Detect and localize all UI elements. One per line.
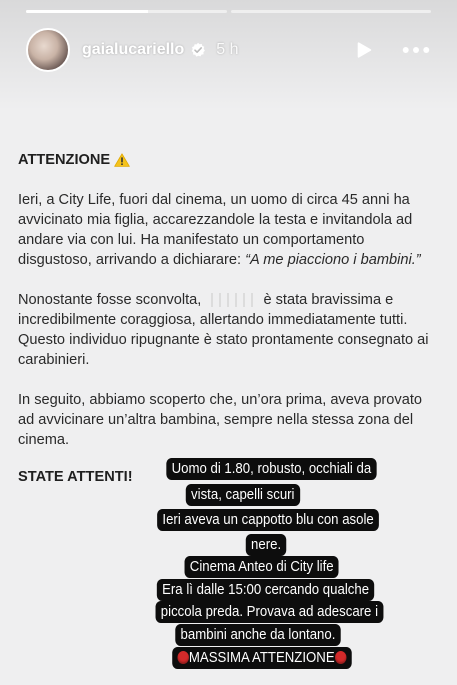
sticker-line: Ieri aveva un cappotto blu con asole — [157, 509, 379, 531]
story-header — [26, 28, 431, 72]
play-icon — [355, 41, 373, 59]
paragraph-2-end: è stata bravissima e incredibilmente coraggiosa, allertando immediatamente tutti. Questo individuo ripugnante è stato prontamente consegnato ai carabinieri. — [18, 292, 429, 368]
story-progress — [26, 10, 431, 13]
progress-segment — [26, 10, 227, 13]
sticker-line: Era lì dalle 15:00 cercando qualche — [157, 579, 375, 601]
verified-badge-icon — [190, 42, 206, 58]
progress-segment — [231, 10, 432, 13]
state-attenti-text: STATE ATTENTI! — [18, 469, 133, 485]
paragraph-1-quote: “A me piacciono i bambini.” — [245, 252, 421, 268]
red-circle-icon — [335, 651, 346, 664]
paragraph-2 — [18, 290, 438, 370]
post-time: 5 h — [216, 41, 239, 58]
play-button[interactable] — [353, 39, 375, 61]
sticker-line: Cinema Anteo di City life — [185, 556, 339, 578]
username[interactable]: gaialucariello — [82, 41, 185, 58]
progress-fill — [26, 10, 148, 13]
post-heading — [18, 150, 438, 170]
sticker-line: Uomo di 1.80, robusto, occhiali da — [166, 458, 376, 480]
heading-text: ATTENZIONE — [18, 152, 111, 168]
paragraph-1-text: Ieri, a City Life, fuori dal cinema, un uomo di circa 45 anni ha avvicinato mia figlia, accarezzandole la testa e invitandola ad andare via con lui. Ha manifestato un comportamento disgustoso, arrivando a dichiarare: — [18, 192, 413, 268]
redacted-name — [205, 293, 259, 307]
paragraph-3: In seguito, abbiamo scoperto che, un’ora prima, aveva provato ad avvicinare un’altra bambina, sempre nella stessa zona del cinema. — [18, 392, 422, 448]
more-options-button[interactable] — [401, 39, 431, 61]
paragraph-2-start: Nonostante fosse sconvolta, — [18, 292, 206, 308]
warning-icon — [114, 153, 130, 167]
sticker-line: piccola preda. Provava ad adescare i — [156, 601, 384, 623]
sticker-line: bambini anche da lontano. — [175, 624, 340, 646]
sticker-line: vista, capelli scuri — [186, 484, 300, 506]
sticker-final-line — [172, 647, 351, 669]
sticker-line: nere. — [246, 534, 287, 556]
sticker-final-text: MASSIMA ATTENZIONE — [188, 649, 335, 666]
red-circle-icon — [177, 651, 188, 664]
more-icon — [402, 46, 430, 54]
avatar[interactable] — [26, 28, 70, 72]
post-content — [18, 150, 438, 470]
paragraph-1 — [18, 190, 438, 270]
